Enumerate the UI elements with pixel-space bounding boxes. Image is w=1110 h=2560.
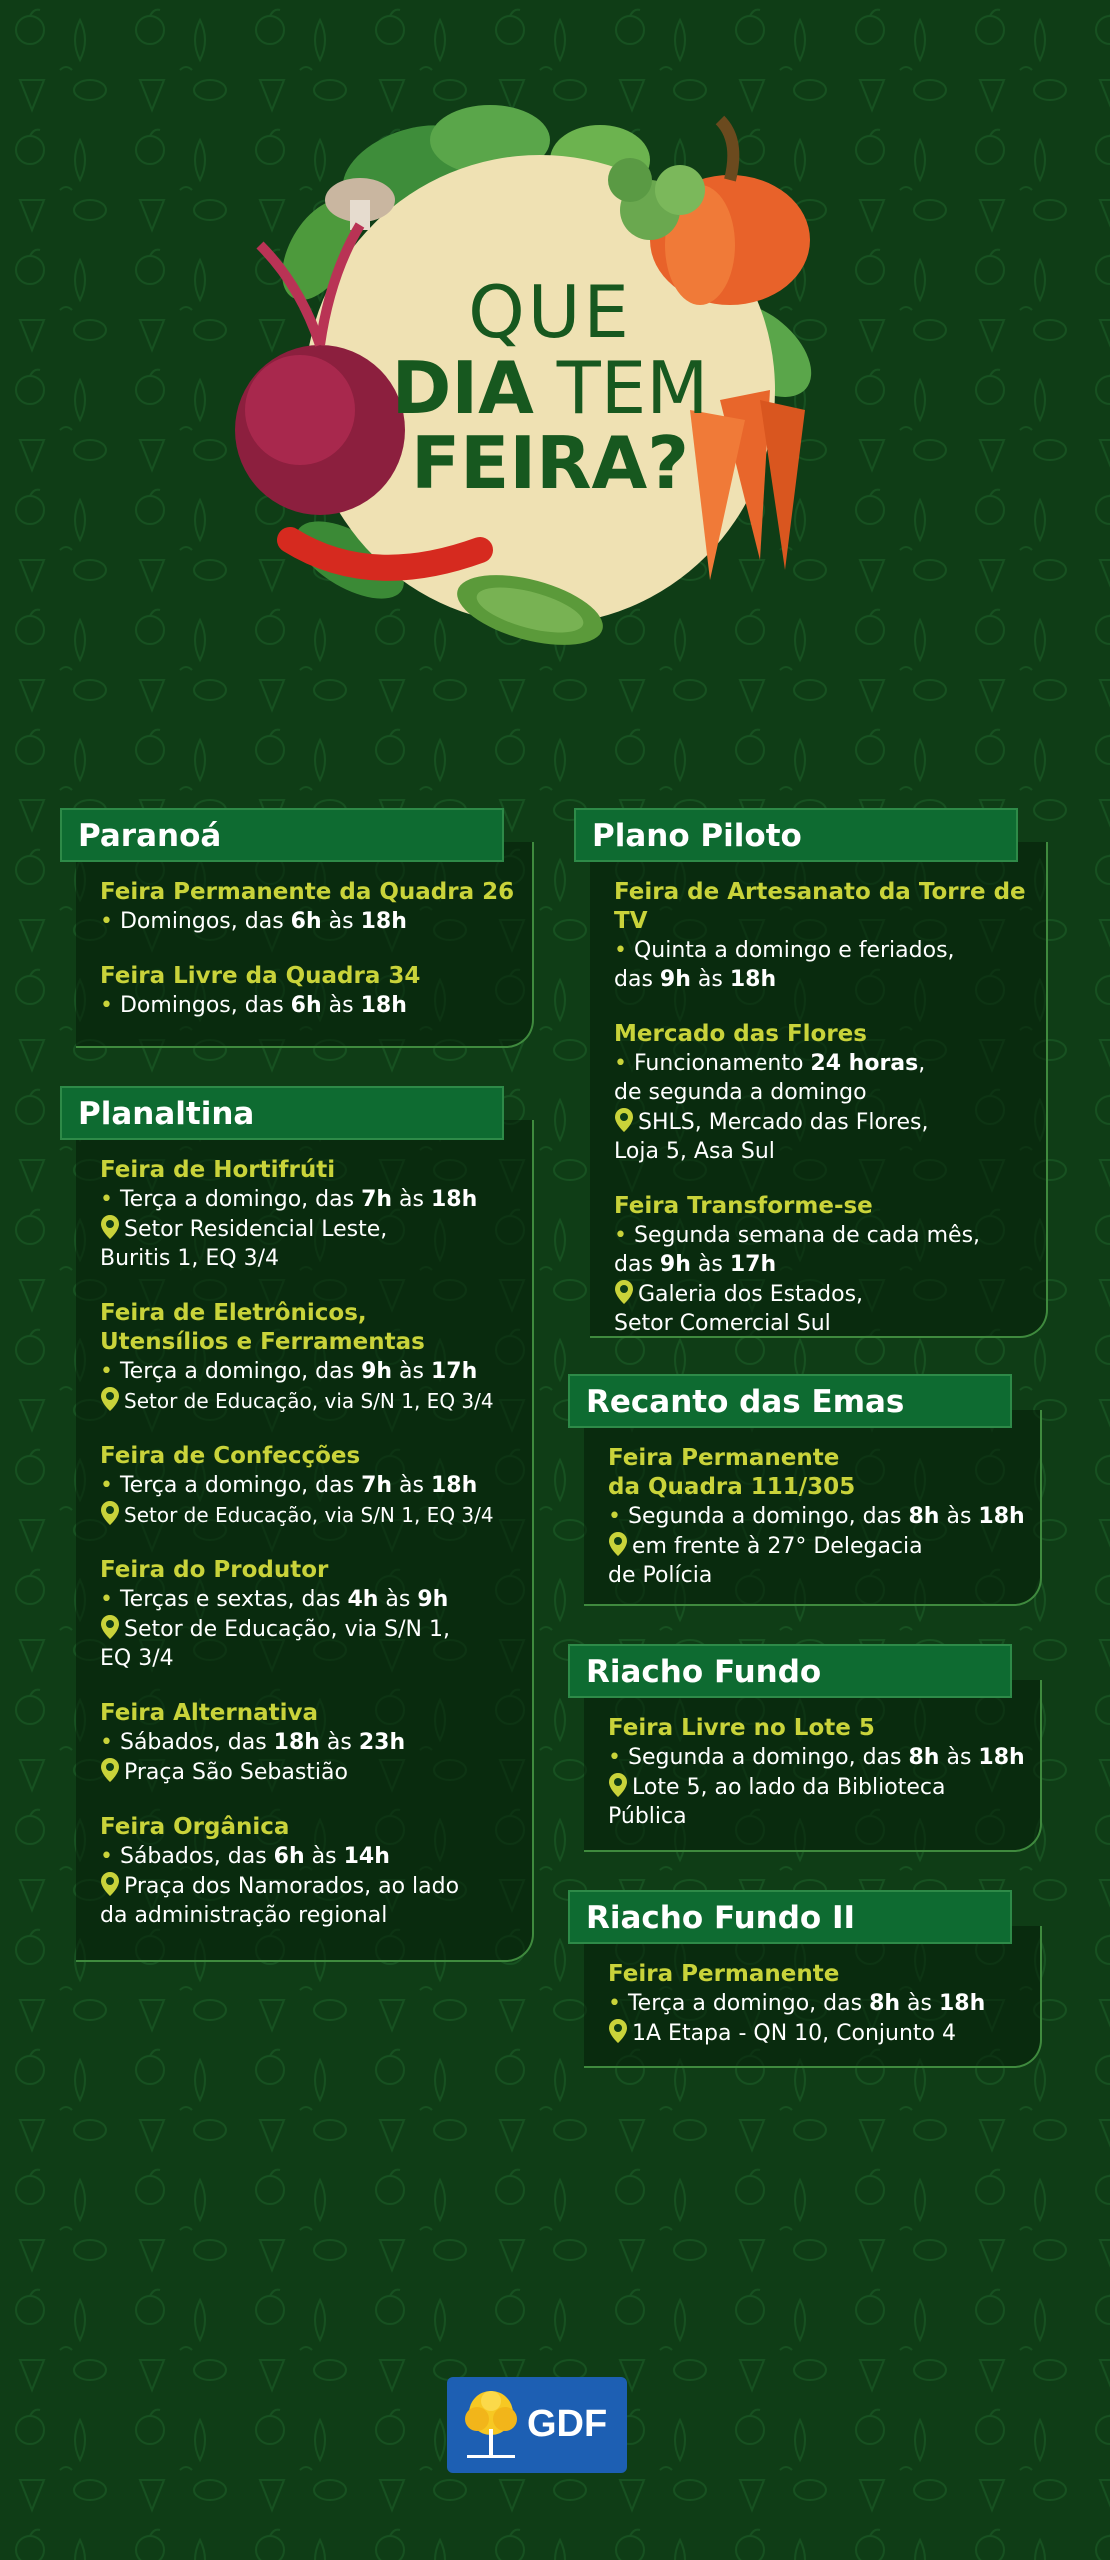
market-title: Feira Permanente da Quadra 26	[100, 879, 515, 905]
market-entry	[100, 1556, 530, 1673]
map-pin-icon	[100, 1614, 120, 1640]
market-schedule: • Quinta a domingo e feriados,	[614, 938, 955, 963]
plano-piloto-entries	[614, 878, 1054, 1364]
market-entry	[614, 1192, 1054, 1338]
market-schedule: • Terça a domingo, das 7h às 18h	[100, 1187, 478, 1212]
map-pin-icon	[100, 1386, 120, 1412]
market-title-cont: Utensílios e Ferramentas	[100, 1329, 425, 1355]
market-location: em frente à 27° Delegacia	[608, 1531, 1048, 1561]
market-title: Feira Permanente	[608, 1961, 840, 1987]
market-title: Feira Alternativa	[100, 1700, 319, 1726]
market-title: Feira Transforme-se	[614, 1193, 873, 1219]
market-location: Setor Residencial Leste,	[100, 1214, 530, 1244]
market-schedule: • Segunda semana de cada mês,	[614, 1223, 981, 1248]
market-title: Mercado das Flores	[614, 1021, 867, 1047]
market-title: Feira Livre no Lote 5	[608, 1715, 875, 1741]
page-title	[370, 270, 730, 506]
title-line-3: FEIRA?	[410, 421, 690, 506]
market-title: Feira de Hortifrúti	[100, 1157, 336, 1183]
map-pin-icon	[608, 1531, 628, 1557]
riacho-fundo-header	[568, 1644, 1012, 1698]
market-location: Galeria dos Estados,	[614, 1279, 1054, 1309]
market-location-cont: Loja 5, Asa Sul	[614, 1139, 775, 1164]
market-entry	[100, 1699, 530, 1787]
market-entry	[100, 1813, 530, 1930]
market-title: Feira Permanente	[608, 1445, 840, 1471]
map-pin-icon	[100, 1757, 120, 1783]
market-location: Praça dos Namorados, ao lado	[100, 1871, 530, 1901]
market-location: Praça São Sebastião	[100, 1757, 530, 1787]
recanto-title: Recanto das Emas	[586, 1384, 905, 1420]
market-title: Feira do Produtor	[100, 1557, 329, 1583]
market-entry	[614, 1020, 1054, 1166]
market-location-cont: da administração regional	[100, 1903, 388, 1928]
market-schedule: • Terça a domingo, das 9h às 17h	[100, 1359, 478, 1384]
market-entry	[608, 1960, 1048, 2048]
planaltina-header	[60, 1086, 504, 1140]
market-schedule: • Sábados, das 18h às 23h	[100, 1730, 406, 1755]
gdf-ipe-tree-icon	[453, 2377, 533, 2473]
map-pin-icon	[608, 1772, 628, 1798]
map-pin-icon	[100, 1500, 120, 1526]
market-location: 1A Etapa - QN 10, Conjunto 4	[608, 2018, 1048, 2048]
market-entry	[608, 1444, 1048, 1590]
market-schedule: • Terça a domingo, das 8h às 18h	[608, 1991, 986, 2016]
market-schedule: • Terças e sextas, das 4h às 9h	[100, 1587, 449, 1612]
market-location: Lote 5, ao lado da Biblioteca	[608, 1772, 1048, 1802]
title-line-1: QUE	[468, 270, 632, 354]
market-location-cont: Buritis 1, EQ 3/4	[100, 1246, 279, 1271]
market-schedule: • Domingos, das 6h às 18h	[100, 993, 407, 1018]
planaltina-entries	[100, 1156, 530, 1956]
map-pin-icon	[608, 2018, 628, 2044]
riacho-fundo-title: Riacho Fundo	[586, 1654, 822, 1690]
market-title: Feira de Artesanato da Torre de TV	[614, 879, 1026, 934]
market-schedule-cont: das 9h às 17h	[614, 1252, 777, 1277]
market-location-cont: EQ 3/4	[100, 1646, 174, 1671]
market-schedule: • Segunda a domingo, das 8h às 18h	[608, 1504, 1025, 1529]
paranoa-entries	[100, 878, 530, 1046]
riacho-fundo-ii-entries	[608, 1960, 1048, 2074]
paranoa-header	[60, 808, 504, 862]
gdf-logo	[447, 2377, 627, 2473]
planaltina-title: Planaltina	[78, 1096, 255, 1132]
market-location: Setor de Educação, via S/N 1,	[100, 1614, 530, 1644]
riacho-fundo-entries	[608, 1714, 1048, 1857]
market-entry	[614, 878, 1054, 994]
market-title: Feira Orgânica	[100, 1814, 290, 1840]
market-entry	[100, 1299, 530, 1416]
map-pin-icon	[100, 1871, 120, 1897]
market-entry	[100, 962, 530, 1020]
map-pin-icon	[100, 1214, 120, 1240]
market-entry	[100, 1442, 530, 1530]
market-title: Feira de Eletrônicos,	[100, 1300, 367, 1326]
market-schedule: • Funcionamento 24 horas,	[614, 1051, 926, 1076]
paranoa-title: Paranoá	[78, 818, 222, 854]
map-pin-icon	[614, 1279, 634, 1305]
market-location-cont: Setor Comercial Sul	[614, 1311, 831, 1336]
gdf-logo-text: GDF	[527, 2403, 608, 2445]
market-location-cont: de Polícia	[608, 1563, 713, 1588]
riacho-fundo-ii-title: Riacho Fundo II	[586, 1900, 856, 1936]
market-schedule-cont: de segunda a domingo	[614, 1080, 867, 1105]
market-schedule: • Sábados, das 6h às 14h	[100, 1844, 390, 1869]
plano-piloto-title: Plano Piloto	[592, 818, 802, 854]
title-tem: TEM	[533, 345, 709, 430]
recanto-entries	[608, 1444, 1048, 1616]
market-title: Feira de Confecções	[100, 1443, 361, 1469]
market-schedule: • Segunda a domingo, das 8h às 18h	[608, 1745, 1025, 1770]
market-location: Setor de Educação, via S/N 1, EQ 3/4	[100, 1386, 530, 1416]
title-line-2	[370, 345, 730, 430]
market-entry	[100, 878, 530, 936]
market-location-cont: Pública	[608, 1804, 687, 1829]
market-location: SHLS, Mercado das Flores,	[614, 1107, 1054, 1137]
recanto-header	[568, 1374, 1012, 1428]
market-title: Feira Livre da Quadra 34	[100, 963, 421, 989]
market-entry	[100, 1156, 530, 1273]
title-dia: DIA	[391, 345, 534, 430]
market-schedule-cont: das 9h às 18h	[614, 967, 777, 992]
market-location: Setor de Educação, via S/N 1, EQ 3/4	[100, 1500, 530, 1530]
riacho-fundo-ii-header	[568, 1890, 1012, 1944]
map-pin-icon	[614, 1107, 634, 1133]
market-schedule: • Terça a domingo, das 7h às 18h	[100, 1473, 478, 1498]
plano-piloto-header	[574, 808, 1018, 862]
market-title-cont: da Quadra 111/305	[608, 1474, 856, 1500]
market-schedule: • Domingos, das 6h às 18h	[100, 909, 407, 934]
market-entry	[608, 1714, 1048, 1831]
